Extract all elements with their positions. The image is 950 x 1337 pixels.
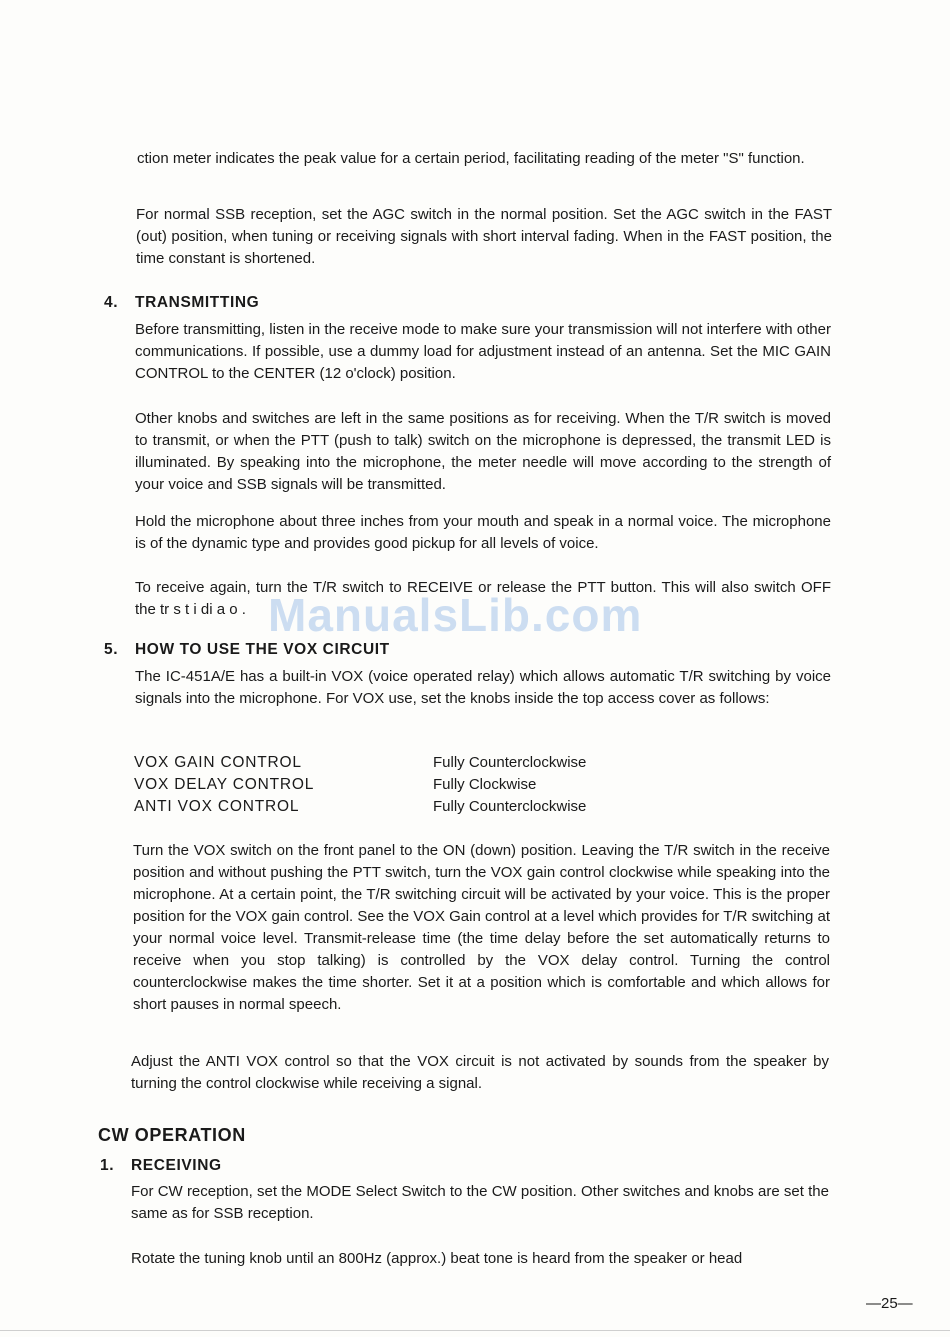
paragraph-text: Before transmitting, listen in the receive mode to make sure your transmission will not interfere with other communications. If possible, use a dummy load for adjustment instead of an antenna. Set the MIC GAIN CONTROL to the CENTER (12 o'clock) position. (135, 321, 831, 382)
setting-name: ANTI VOX CONTROL (134, 798, 300, 815)
paragraph-text: To receive again, turn the T/R switch to RECEIVE or release the PTT button. This will also switch OFF the tr s t i di a o . (135, 579, 831, 618)
paragraph-tuning (131, 1248, 829, 1270)
setting-row (134, 752, 654, 774)
paragraph-cw-reception (131, 1181, 829, 1225)
section-number: 1. (100, 1157, 115, 1174)
paragraph-microphone (135, 511, 831, 555)
vox-settings-list (134, 752, 654, 818)
section-title: TRANSMITTING (135, 294, 260, 311)
paragraph-text: For CW reception, set the MODE Select Switch to the CW position. Other switches and knobs are set the same as for SSB reception. (131, 1183, 829, 1222)
paragraph-text: The IC-451A/E has a built-in VOX (voice operated relay) which allows automatic T/R switching by voice signals into the microphone. For VOX use, set the knobs inside the top access cover as follows: (135, 668, 831, 707)
paragraph-text: Rotate the tuning knob until an 800Hz (approx.) beat tone is heard from the speaker or head (131, 1250, 743, 1267)
paragraph-text: Turn the VOX switch on the front panel to the ON (down) position. Leaving the T/R switch in the receive position and without pushing the PTT switch, turn the VOX gain control clockwise while speaking into the microphone. At a certain point, the T/R switching circuit will be activated by your voice. This is the proper position for the VOX gain control. See the VOX Gain control at a level which provides for T/R switching at your normal voice level. Transmit-release time (the time delay before the set automatically returns to receive when you stop talking) is controlled by the VOX delay control. Turning the control counterclockwise makes the time shorter. Set it at a position which is comfortable and which allows for short pauses in normal speech. (133, 842, 830, 1013)
paragraph-transmit-prep (135, 319, 831, 385)
page-number: —25— (866, 1295, 913, 1312)
setting-value: Fully Counterclockwise (433, 754, 587, 771)
paragraph-text: For normal SSB reception, set the AGC switch in the normal position. Set the AGC switch in the FAST (out) position, when tuning or receiving signals with short interval fading. When in the FAST position, the time constant is shortened. (136, 206, 832, 267)
section-number: 4. (104, 294, 119, 311)
section-title: RECEIVING (131, 1157, 222, 1174)
setting-name: VOX GAIN CONTROL (134, 754, 302, 771)
setting-row (134, 774, 654, 796)
setting-value: Fully Counterclockwise (433, 798, 587, 815)
paragraph-transmit-led (135, 408, 831, 496)
watermark: ManualsLib.com (268, 589, 643, 641)
paragraph-text: Adjust the ANTI VOX control so that the VOX circuit is not activated by sounds from the speaker by turning the control clockwise while receiving a signal. (131, 1053, 829, 1092)
paragraph-agc (136, 204, 832, 270)
section-number: 5. (104, 641, 119, 658)
paragraph-anti-vox (131, 1051, 829, 1095)
paragraph-meter-function (137, 148, 832, 170)
setting-row (134, 796, 654, 818)
section-title: HOW TO USE THE VOX CIRCUIT (135, 641, 390, 658)
setting-value: Fully Clockwise (433, 776, 537, 793)
paragraph-text: Hold the microphone about three inches from your mouth and speak in a normal voice. The microphone is of the dynamic type and provides good pickup for all levels of voice. (135, 513, 831, 552)
paragraph-text: Other knobs and switches are left in the same positions as for receiving. When the T/R switch is moved to transmit, or when the PTT (push to talk) switch on the microphone is depressed, the transmit LED is illuminated. By speaking into the microphone, the meter needle will move according to the strength of your voice and SSB signals will be transmitted. (135, 410, 831, 493)
paragraph-vox-operation (133, 840, 830, 1016)
setting-name: VOX DELAY CONTROL (134, 776, 315, 793)
heading-cw-operation: CW OPERATION (98, 1125, 246, 1145)
paragraph-text: ction meter indicates the peak value for a certain period, facilitating reading of the meter "S" function. (137, 150, 805, 167)
paragraph-vox-intro (135, 666, 831, 710)
page-edge-divider (0, 1330, 950, 1331)
